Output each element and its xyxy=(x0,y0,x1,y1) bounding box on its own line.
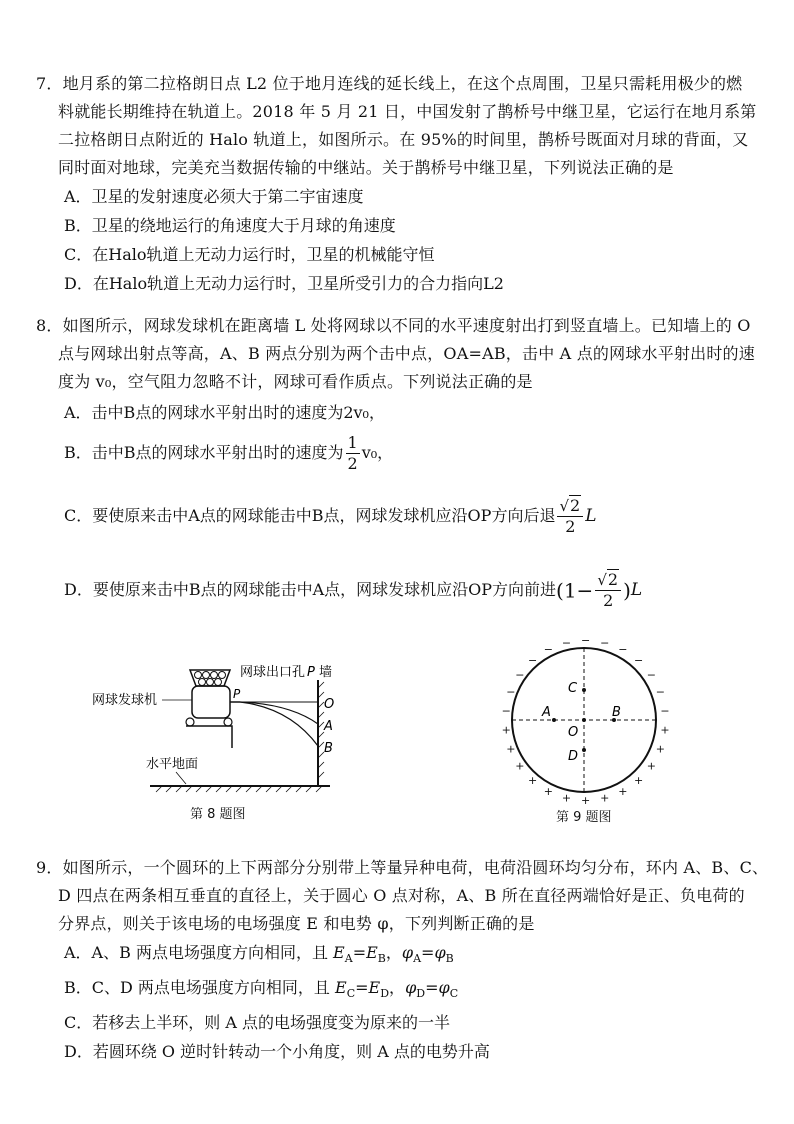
negative-charge: − xyxy=(655,685,666,699)
question-9-line-2: D 四点在两条相互垂直的直径上，关于圆心 O 点对称，A、B 所在直径两端恰好是正、负电荷的 xyxy=(58,886,745,905)
question-7 xyxy=(36,70,776,298)
question-7-option-d: D．在Halo轨道上无动力运行时，卫星所受引力的合力指向L2 xyxy=(64,274,504,293)
question-9-line-1 xyxy=(36,854,776,882)
label-point-o: O xyxy=(324,697,335,712)
question-9-text: 如图所示，一个圆环的上下两部分分别带上等量异种电荷，电荷沿圆环均匀分布，环内 A、B、C、 xyxy=(62,858,769,877)
fraction-sqrt2-over-2 xyxy=(595,570,621,611)
fraction-sqrt2-over-2 xyxy=(557,496,583,537)
question-8-line-1 xyxy=(36,312,776,340)
figure-8-caption: 第 8 题图 xyxy=(190,807,246,822)
question-7-option-c: C．在Halo轨道上无动力运行时，卫星的机械能守恒 xyxy=(64,245,435,264)
label-b: B xyxy=(612,705,621,720)
negative-charge: − xyxy=(581,636,591,647)
negative-charge: − xyxy=(634,654,644,668)
positive-charge: + xyxy=(646,759,657,773)
negative-charge: − xyxy=(543,643,554,657)
machine-wheel xyxy=(224,718,232,726)
label-point-a: A xyxy=(324,719,333,734)
positive-charge: + xyxy=(634,773,644,787)
label-point-p: P xyxy=(233,687,241,701)
fraction-numerator: 1 xyxy=(347,433,358,452)
fraction-numerator xyxy=(595,570,621,591)
machine-body xyxy=(192,686,230,718)
positive-charge: + xyxy=(600,791,610,805)
negative-charge: − xyxy=(618,643,628,657)
question-9-option-d: D．若圆环绕 O 逆时针转动一个小角度，则 A 点的电势升高 xyxy=(64,1042,490,1062)
positive-charge: + xyxy=(506,742,516,756)
question-9-option-a: A．A、B 两点电场强度方向相同，且 $E_A=E_B$，$\varphi_A=\varphi_B$ xyxy=(64,943,454,966)
paren-open: (1− xyxy=(556,578,594,603)
paren-close: ) xyxy=(623,578,631,603)
negative-charge: − xyxy=(506,685,516,699)
positive-charge: + xyxy=(660,723,670,737)
question-9-option-c: C．若移去上半环，则 A 点的电场强度变为原来的一半 xyxy=(64,1013,450,1033)
label-point-p-top: P xyxy=(307,665,315,680)
question-7-option-a: A．卫星的发射速度必须大于第二宇宙速度 xyxy=(64,187,364,206)
positive-charge: + xyxy=(501,723,511,737)
question-7-line-1 xyxy=(36,70,776,98)
figure-9-diagram xyxy=(498,636,678,806)
option-d-text: D．要使原来击中B点的网球能击中A点，网球发球机应沿OP方向前进 xyxy=(64,580,557,599)
question-8-text: 如图所示，网球发球机在距离墙 L 处将网球以不同的水平速度射出打到竖直墙上。已知墙上的 O xyxy=(62,316,751,335)
positive-charge: + xyxy=(581,794,591,806)
question-7-option-b: B．卫星的绕地运行的角速度大于月球的角速度 xyxy=(64,216,396,235)
figure-8-diagram xyxy=(90,658,360,798)
fraction-numerator xyxy=(557,496,583,517)
option-b-text: B．击中B点的网球水平射出时的速度为 xyxy=(64,443,344,462)
question-8 xyxy=(36,312,776,613)
option-c-suffix: L xyxy=(585,506,597,526)
negative-charge: − xyxy=(501,704,511,718)
fraction-denominator: 2 xyxy=(347,454,358,473)
label-d: D xyxy=(568,749,579,764)
label-a: A xyxy=(542,705,551,720)
question-9-option-b: B．C、D 两点电场强度方向相同，且 $E_C=E_D$，$\varphi_D=\varphi_C$ xyxy=(64,978,459,1001)
question-7-line-4: 同时面对地球，完美充当数据传输的中继站。关于鹊桥号中继卫星，下列说法正确的是 xyxy=(58,158,674,177)
label-ground: 水平地面 xyxy=(146,757,199,772)
question-9-line-3: 分界点，则关于该电场的电场强度 E 和电势 φ，下列判断正确的是 xyxy=(58,914,535,933)
option-c-text: C．要使原来击中A点的网球能击中B点，网球发球机应沿OP方向后退 xyxy=(64,506,556,525)
question-8-line-2: 点与网球出射点等高，A、B 两点分别为两个击中点，OA=AB，击中 A 点的网球水平射出时的速 xyxy=(58,344,755,363)
positive-charge: + xyxy=(561,791,572,805)
fraction-denominator: 2 xyxy=(603,591,614,610)
positive-charge: + xyxy=(543,784,554,798)
negative-charge: − xyxy=(600,636,610,650)
negative-charge: − xyxy=(528,654,538,668)
trajectory-b xyxy=(240,702,318,746)
question-8-line-3: 度为 v₀，空气阻力忽略不计，网球可看作质点。下列说法正确的是 xyxy=(58,372,533,391)
question-7-text: 地月系的第二拉格朗日点 L2 位于地月连线的延长线上，在这个点周围，卫星只需耗用极少的燃 xyxy=(62,74,743,93)
question-number: 9． xyxy=(36,858,63,877)
question-number: 7． xyxy=(36,74,63,93)
question-8-option-c xyxy=(36,494,776,538)
sqrt-symbol: √2 xyxy=(559,496,581,515)
option-b-suffix: v₀， xyxy=(361,443,394,462)
label-exit-hole: 网球出口孔 xyxy=(240,665,306,680)
label-c: C xyxy=(568,681,578,696)
tennis-balls xyxy=(195,672,226,686)
negative-charge: − xyxy=(660,704,670,718)
label-wall: 墙 xyxy=(319,665,333,680)
question-8-option-a: A．击中B点的网球水平射出时的速度为2v₀， xyxy=(64,403,385,422)
negative-charge: − xyxy=(561,636,572,650)
label-point-b: B xyxy=(324,741,333,756)
sqrt-symbol: √2 xyxy=(597,570,619,589)
positive-charge: + xyxy=(528,773,538,787)
question-number: 8． xyxy=(36,316,63,335)
positive-charge: + xyxy=(618,784,628,798)
positive-charge: + xyxy=(655,742,666,756)
question-9 xyxy=(36,854,776,1066)
label-machine: 网球发球机 xyxy=(92,693,158,708)
leader-ground xyxy=(176,772,186,784)
label-o: O xyxy=(568,725,579,740)
negative-charge: − xyxy=(515,668,525,682)
fraction-denominator: 2 xyxy=(565,517,576,536)
negative-charge: − xyxy=(646,668,657,682)
question-7-line-3: 二拉格朗日点附近的 Halo 轨道上，如图所示。在 95%的时间里，鹊桥号既面对月球的背面，又 xyxy=(58,130,749,149)
fraction-one-half xyxy=(346,433,360,474)
option-d-suffix: L xyxy=(630,580,643,600)
positive-charge: + xyxy=(515,759,525,773)
question-7-line-2: 料就能长期维持在轨道上。2018 年 5 月 21 日，中国发射了鹊桥号中继卫星，它运行在地月系第 xyxy=(58,102,757,121)
figure-9-caption: 第 9 题图 xyxy=(556,810,612,825)
question-8-option-b xyxy=(36,433,776,474)
question-8-option-d xyxy=(36,568,776,613)
platform xyxy=(186,726,232,748)
machine-wheel xyxy=(186,718,194,726)
